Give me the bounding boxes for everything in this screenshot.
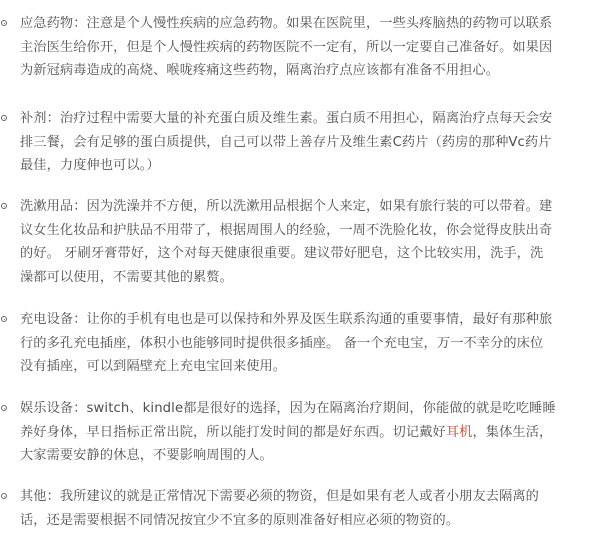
bullet-icon xyxy=(1,493,7,499)
text-line xyxy=(20,421,600,445)
item-text xyxy=(20,107,600,178)
item-text xyxy=(20,485,600,532)
text-segment: ，集体生活， xyxy=(472,424,553,440)
highlighted-keyword: 耳机 xyxy=(445,424,473,440)
text-line: 话，还是需要根据不同情况按宜少不宜多的原则准备好相应必须的物资的。 xyxy=(20,512,460,528)
item-text xyxy=(20,308,600,379)
text-line: 为新冠病毒造成的高烧、喉咙疼痛这些药物，隔离治疗点应该都有准备不用担心。 xyxy=(20,63,500,78)
text-line: 应急药物：注意是个人慢性疾病的应急药物。如果在医院里，一些头疼脑热的药物可以联系 xyxy=(20,16,553,31)
text-segment: 养好身体，早日指标正常出院，所以能打发时间的都是好东西。切记戴好 xyxy=(20,424,446,440)
text-line: 娱乐设备：switch、kindle都是很好的选择，因为在隔离治疗期间，你能做的就是吃吃睡睡 xyxy=(20,401,556,416)
text-line: 最佳，力度伸也可以。） xyxy=(20,158,160,173)
item-text xyxy=(20,397,600,468)
bullet-icon xyxy=(1,20,7,26)
text-line: 洗漱用品：因为洗澡并不方便，所以洗漱用品根据个人来定，如果有旅行装的可以带着。建 xyxy=(20,199,553,214)
text-line: 行的多孔充电插座，体积小也能够同时提供很多插座。 备一个充电宝，万一不幸分的床位 xyxy=(20,335,544,351)
text-line: 议女生化妆品和护肤品不用带了，根据周围人的经验，一周不洗脸化妆，你会觉得皮肤出奇 xyxy=(20,222,553,238)
text-line: 补剂：治疗过程中需要大量的补充蛋白质及维生素。蛋白质不用担心，隔离治疗点每天会安 xyxy=(20,111,553,126)
text-line: 排三餐，会有足够的蛋白质提供，自己可以带上善存片及维生素C药片（药房的那种Vc药片 xyxy=(20,134,552,150)
bullet-icon xyxy=(1,405,7,411)
item-text xyxy=(20,12,600,83)
text-line: 的好。 牙刷牙膏带好，这个对每天健康很重要。建议带好肥皂，这个比较实用，洗手，洗 xyxy=(20,246,544,261)
text-line: 充电设备：让你的手机有电也是可以保持和外界及医生联系沟通的重要事情，最好有那种旅 xyxy=(20,312,553,327)
item-text xyxy=(20,195,600,289)
bullet-icon xyxy=(1,203,7,209)
text-line: 其他：我所建议的就是正常情况下需要必须的物资，但是如果有老人或者小朋友去隔离的 xyxy=(20,489,539,504)
text-line: 大家需要安静的休息，不要影响周围的人。 xyxy=(20,448,273,463)
bullet-icon xyxy=(1,115,7,121)
text-line: 澡都可以使用，不需要其他的累赘。 xyxy=(20,269,233,285)
bullet-icon xyxy=(1,316,7,322)
text-line: 没有插座，可以到隔壁充上充电宝回来使用。 xyxy=(20,359,287,374)
text-line: 主治医生给你开，但是个人慢性疾病的药物医院不一定有，所以一定要自己准备好。如果因 xyxy=(20,39,553,55)
